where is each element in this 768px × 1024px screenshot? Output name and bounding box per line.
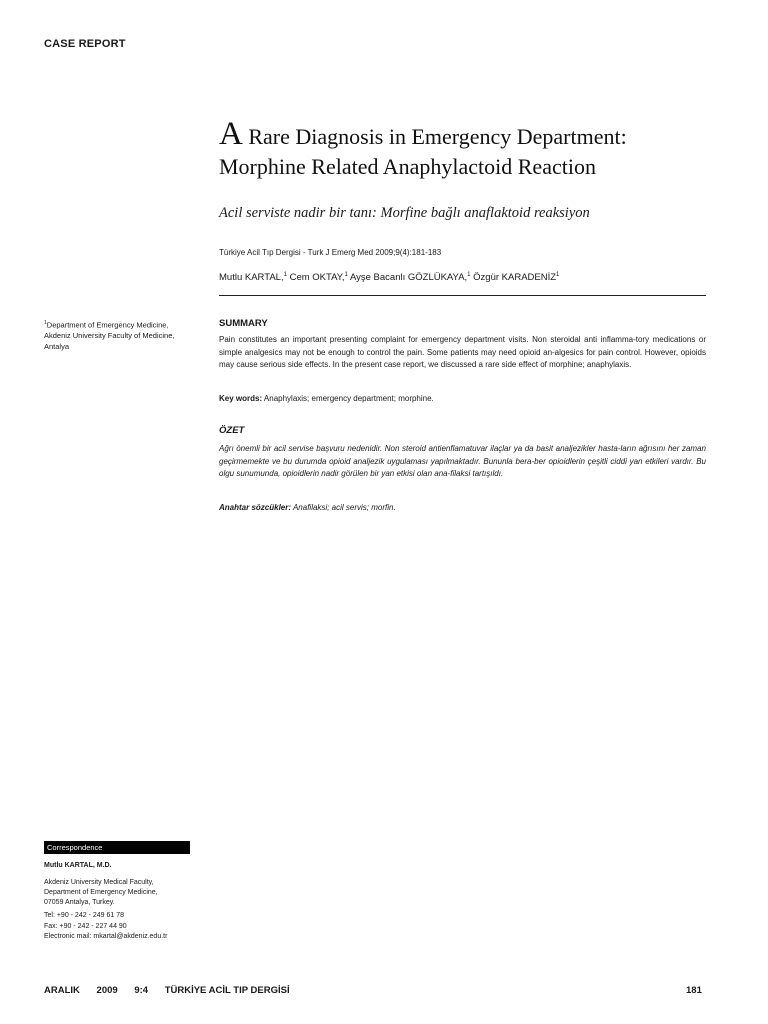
author-name: Özgür KARADENİZ [473,272,557,284]
footer-volume: 9:4 [134,985,149,996]
section-label: CASE REPORT [44,38,126,50]
fax: Fax: +90 - 242 - 227 44 90 [44,922,127,930]
author-name: Ayşe Bacanlı GÖZLÜKAYA, [349,272,468,284]
summary-body: Pain constitutes an important presenting complaint for emergency department visits. Non steroidal anti inflamma-tory medications or simple analgesics may not be enough to control the pain. Some patients may need opioid an-algesics for pain control. However, opioids may cause serious side effects. In the present case report, we discussed a rare side effect of morphine; anaphylaxis. [219,335,706,369]
ozet-keywords-text: Anafilaksi; acil servis; morfin. [292,503,396,512]
footer-issue-info [44,985,304,996]
keywords [219,394,706,403]
ozet-keywords-label: Anahtar sözcükler: [219,503,292,512]
ozet-heading: ÖZET [219,425,245,436]
author-list [219,272,559,283]
address-line: 07059 Antalya, Turkey. [44,899,115,906]
title-dropcap: A [219,116,243,152]
address-line: Department of Emergency Medicine, [44,889,158,896]
correspondence-label: Correspondence [47,843,103,852]
keywords-text: Anaphylaxis; emergency department; morphine. [263,394,434,403]
affiliation-line: Antalya [44,341,70,351]
address-line: Akdeniz University Medical Faculty, [44,879,154,886]
author-affiliation-mark: 1 [467,272,471,278]
page-number: 181 [686,985,702,996]
ozet-body: Ağrı önemli bir acil servise başvuru nedenidir. Non steroid antienflamatuvar ilaçlar ya da basit analjezikler hasta-ların ağrısını her zaman geçirmemekte ve bu durumda opioid analjezik uygulaması yapılmaktadır. Bununla bera-ber opioidlerin çeşitli ciddi yan etkileri vardır. Bu olgu sunumunda, opioidlerin nadir görülen bir yan etkisi olan ana-filaksi tartışıldı. [219,444,706,478]
ozet-keywords [219,503,706,512]
author-affiliation-mark: 1 [556,272,560,278]
footer-journal: TÜRKİYE ACİL TIP DERGİSİ [164,985,290,996]
title-line-2: Morphine Related Anaphylactoid Reaction [219,154,596,179]
affiliation [44,318,189,352]
author-affiliation-mark: 1 [283,272,287,278]
affiliation-line: Department of Emergency Medicine, [46,320,169,330]
title-line-1: Rare Diagnosis in Emergency Department: [248,124,627,149]
author-affiliation-mark: 1 [344,272,348,278]
author-name: Mutlu KARTAL, [219,272,284,284]
article-subtitle: Acil serviste nadir bir tanı: Morfine bağlı anaflaktoid reaksiyon [219,205,590,221]
article-title [219,116,719,182]
affiliation-mark: 1 [44,320,47,326]
correspondence-contact [44,911,167,943]
header-divider [219,295,706,296]
correspondence-address [44,878,158,908]
correspondence-name: Mutlu KARTAL, M.D. [44,862,112,869]
author-name: Cem OKTAY, [289,272,345,284]
summary-heading: SUMMARY [219,318,268,329]
footer-year: 2009 [96,985,118,996]
tel: Tel: +90 - 242 - 249 61 78 [44,912,124,919]
affiliation-line: Akdeniz University Faculty of Medicine, [44,331,175,340]
citation: Türkiye Acil Tıp Dergisi - Turk J Emerg Med 2009;9(4):181-183 [219,248,442,257]
footer-month: ARALIK [44,985,80,996]
keywords-label: Key words: [219,394,263,403]
email: Electronic mail: mkartal@akdeniz.edu.tr [44,933,168,940]
